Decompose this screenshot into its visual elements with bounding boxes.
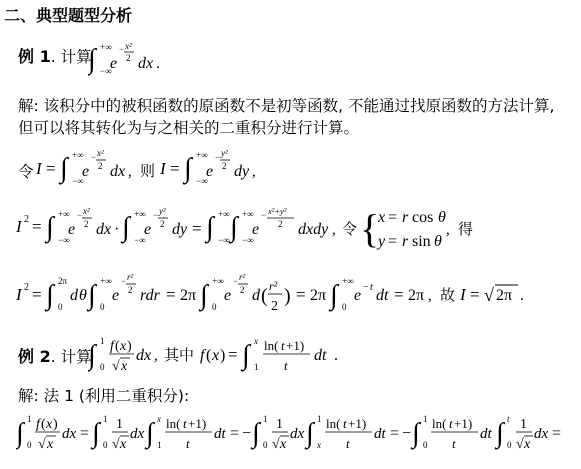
svg-text:(: (	[261, 285, 268, 307]
svg-text:dy: dy	[234, 163, 250, 180]
svg-text:r²: r²	[269, 279, 278, 293]
svg-text:∫: ∫	[306, 418, 314, 449]
svg-text:2π: 2π	[310, 287, 327, 304]
math-source	[0, 0, 1, 1]
svg-text:.: .	[156, 55, 160, 72]
svg-text:1: 1	[423, 414, 428, 424]
svg-text:√: √	[38, 437, 46, 452]
example-2	[18, 344, 92, 367]
svg-text:2: 2	[24, 214, 29, 225]
svg-text:e: e	[82, 163, 90, 180]
svg-text:1: 1	[520, 417, 527, 432]
example-2-formula	[88, 330, 388, 376]
svg-text:t: t	[281, 338, 285, 353]
svg-text:2: 2	[160, 219, 165, 229]
svg-text:∫: ∫	[60, 153, 68, 184]
svg-text:2: 2	[271, 299, 278, 314]
svg-text:−: −	[242, 425, 252, 442]
step-1-formula	[36, 144, 286, 188]
svg-text:x²: x²	[97, 148, 104, 158]
svg-text:−: −	[77, 210, 83, 220]
svg-text:{: {	[360, 206, 380, 251]
solution-1-line-2: 但可以将其转化为与之相关的二重积分进行计算。	[18, 119, 360, 137]
svg-text:+∞: +∞	[342, 276, 354, 286]
svg-text:y²: y²	[159, 206, 166, 216]
svg-text:I: I	[16, 217, 22, 236]
svg-text:·: ·	[114, 221, 120, 238]
svg-text:t: t	[452, 436, 456, 451]
svg-text:dx: dx	[136, 347, 152, 364]
svg-text:t: t	[370, 282, 373, 293]
svg-text:+∞: +∞	[72, 150, 84, 160]
svg-text:2: 2	[240, 285, 245, 295]
step-3-formula	[16, 268, 576, 324]
svg-text:√: √	[112, 437, 120, 452]
svg-text:cos: cos	[412, 209, 434, 226]
svg-text:y: y	[378, 233, 386, 250]
svg-text:0: 0	[58, 302, 63, 312]
example-1-label: 例 1	[18, 47, 51, 66]
svg-text:2: 2	[278, 219, 283, 229]
svg-text:.: .	[334, 347, 338, 364]
svg-text:则: 则	[140, 164, 156, 180]
svg-text:0: 0	[507, 440, 512, 450]
svg-text:e: e	[112, 287, 120, 304]
svg-text:−: −	[215, 152, 221, 162]
svg-text:∫: ∫	[146, 418, 154, 449]
svg-text:−∞: −∞	[218, 235, 230, 245]
svg-text:dt: dt	[480, 426, 492, 442]
svg-text:,: ,	[128, 164, 132, 180]
svg-text:,: ,	[446, 222, 450, 238]
svg-text:t: t	[343, 416, 347, 431]
svg-text:f: f	[110, 339, 114, 354]
svg-text:dt: dt	[314, 347, 327, 364]
svg-text:−: −	[119, 44, 125, 54]
svg-text:−: −	[402, 425, 412, 442]
svg-text:=: =	[470, 285, 480, 304]
svg-text:r: r	[402, 233, 409, 250]
svg-text:I: I	[160, 159, 166, 178]
svg-text:−: −	[121, 276, 127, 286]
svg-text:1: 1	[263, 414, 268, 424]
svg-text:−∞: −∞	[72, 176, 84, 186]
svg-text:.: .	[520, 287, 524, 304]
svg-text:,: ,	[428, 288, 432, 304]
svg-text:ln(: ln(	[432, 416, 447, 431]
svg-text:x²: x²	[83, 206, 90, 216]
svg-text:=: =	[166, 285, 176, 304]
svg-text:=: =	[192, 219, 202, 238]
svg-text:x: x	[317, 440, 321, 450]
svg-text:∫: ∫	[230, 212, 238, 243]
svg-text:+∞: +∞	[134, 209, 146, 219]
svg-text:√: √	[516, 437, 524, 452]
svg-text:=: =	[32, 217, 42, 236]
svg-text:e: e	[224, 287, 232, 304]
svg-text:,: ,	[332, 222, 336, 238]
svg-text:−∞: −∞	[58, 235, 70, 245]
svg-text:,: ,	[154, 348, 158, 364]
svg-text:I: I	[36, 159, 42, 178]
svg-text:0: 0	[100, 362, 105, 372]
svg-text:e: e	[252, 221, 260, 238]
svg-text:∫: ∫	[252, 418, 260, 449]
solution-1-line-1: 解: 该积分中的被积函数的原函数不是初等函数, 不能通过找原函数的方法计算,	[18, 97, 555, 115]
solution-2-line-1: 解: 法 1 (利用二重积分):	[18, 387, 190, 405]
svg-text:得: 得	[458, 222, 474, 238]
svg-text:x: x	[46, 417, 53, 432]
svg-text:2: 2	[24, 282, 29, 293]
svg-text:∫: ∫	[88, 44, 96, 75]
svg-text:e: e	[206, 163, 214, 180]
svg-text:t: t	[183, 416, 187, 431]
svg-text:dxdy: dxdy	[298, 221, 329, 238]
svg-text:0: 0	[342, 302, 347, 312]
svg-text:f: f	[36, 417, 40, 432]
svg-text:−∞: −∞	[134, 235, 146, 245]
svg-text:∫: ∫	[16, 418, 24, 449]
svg-text:x: x	[212, 347, 220, 364]
svg-text:f: f	[200, 347, 205, 364]
svg-text:): )	[53, 417, 58, 432]
svg-text:∫: ∫	[92, 418, 100, 449]
svg-text:1: 1	[254, 362, 259, 372]
svg-text:2: 2	[84, 219, 89, 229]
example-1-integral	[88, 38, 168, 76]
svg-text:0: 0	[212, 302, 217, 312]
svg-text:x²: x²	[125, 41, 132, 51]
svg-text:=: =	[552, 425, 562, 442]
svg-text:y²: y²	[221, 148, 228, 158]
svg-text:=: =	[80, 425, 90, 442]
svg-text:(: (	[206, 347, 212, 364]
example-2-prompt: . 计算	[50, 348, 92, 366]
example-1	[18, 44, 92, 76]
svg-text:dt: dt	[214, 426, 226, 442]
svg-text:0: 0	[27, 440, 32, 450]
svg-text:I: I	[16, 285, 22, 304]
svg-text:=: =	[228, 345, 238, 364]
svg-text:dx: dx	[62, 426, 77, 442]
svg-text:dx: dx	[96, 221, 112, 238]
svg-text:令: 令	[342, 222, 358, 238]
svg-text:√: √	[272, 437, 280, 452]
svg-text:θ: θ	[434, 233, 442, 250]
step-2-formula	[16, 200, 576, 260]
svg-text:+∞: +∞	[196, 150, 208, 160]
svg-text:rdr: rdr	[140, 287, 160, 304]
svg-text:1: 1	[157, 440, 162, 450]
solution-2-formula	[16, 408, 581, 466]
svg-text:(: (	[115, 339, 120, 354]
svg-text:=: =	[394, 285, 404, 304]
svg-text:(: (	[41, 417, 46, 432]
svg-text:dx: dx	[130, 426, 145, 442]
svg-text:∫: ∫	[184, 153, 192, 184]
svg-text:∫: ∫	[46, 212, 54, 243]
svg-text:r: r	[402, 209, 409, 226]
svg-text:dx: dx	[534, 426, 549, 442]
svg-text:=: =	[388, 233, 398, 250]
svg-text:=: =	[388, 209, 398, 226]
svg-text:e: e	[110, 55, 118, 72]
svg-text:∫: ∫	[412, 418, 420, 449]
svg-text:e: e	[144, 221, 152, 238]
step-1-ling: 令	[18, 163, 34, 181]
svg-text:0: 0	[423, 440, 428, 450]
svg-text:): )	[284, 285, 291, 307]
svg-text:其中: 其中	[164, 348, 195, 364]
svg-text:ln(: ln(	[166, 416, 181, 431]
svg-text:∫: ∫	[330, 280, 338, 311]
svg-text:d: d	[70, 287, 78, 304]
svg-text:2: 2	[222, 161, 227, 171]
svg-text:t: t	[507, 414, 510, 424]
svg-text:,: ,	[252, 164, 256, 180]
svg-text:x: x	[121, 359, 128, 374]
svg-text:x²+y²: x²+y²	[268, 206, 287, 216]
svg-text:x: x	[47, 437, 54, 452]
svg-text:dy: dy	[172, 221, 188, 238]
svg-text:+1): +1)	[454, 416, 473, 431]
svg-text:−∞: −∞	[242, 235, 254, 245]
svg-text:√: √	[484, 285, 494, 305]
svg-text:+∞: +∞	[218, 209, 230, 219]
svg-text:−∞: −∞	[196, 176, 208, 186]
svg-text:=: =	[230, 425, 240, 442]
svg-text:∫: ∫	[122, 212, 130, 243]
svg-text:r²: r²	[127, 272, 134, 282]
svg-text:∫: ∫	[200, 280, 208, 311]
svg-text:0: 0	[103, 440, 108, 450]
svg-text:∫: ∫	[206, 212, 214, 243]
svg-text:d: d	[252, 287, 260, 304]
svg-text:−: −	[91, 152, 97, 162]
svg-text:x: x	[254, 336, 258, 346]
svg-text:2: 2	[98, 161, 103, 171]
svg-text:2: 2	[128, 285, 133, 295]
svg-text:+∞: +∞	[100, 42, 112, 52]
svg-text:I: I	[460, 285, 466, 304]
svg-text:1: 1	[116, 417, 123, 432]
svg-text:√: √	[112, 359, 120, 374]
svg-text:t: t	[346, 436, 350, 451]
svg-text:1: 1	[103, 414, 108, 424]
svg-text:0: 0	[263, 440, 268, 450]
svg-text:=: =	[296, 285, 306, 304]
svg-text:∫: ∫	[46, 280, 54, 311]
svg-text:+∞: +∞	[100, 276, 112, 286]
svg-text:2π: 2π	[180, 287, 197, 304]
svg-text:): )	[127, 339, 132, 354]
svg-text:+1): +1)	[188, 416, 207, 431]
svg-text:1: 1	[100, 336, 105, 346]
svg-text:1: 1	[317, 414, 322, 424]
svg-text:sin: sin	[412, 233, 431, 250]
svg-text:t: t	[186, 436, 190, 451]
svg-text:θ: θ	[79, 287, 87, 304]
svg-text:0: 0	[100, 302, 105, 312]
svg-text:−: −	[363, 282, 369, 293]
svg-text:=: =	[32, 285, 42, 304]
example-2-label: 例 2	[18, 347, 51, 366]
example-1-math	[0, 0, 1, 1]
svg-text:x: x	[524, 437, 531, 452]
svg-text:−: −	[153, 210, 159, 220]
svg-text:1: 1	[27, 414, 32, 424]
svg-text:∫: ∫	[242, 340, 250, 371]
svg-text:=: =	[170, 159, 180, 178]
svg-text:dx: dx	[110, 163, 126, 180]
svg-text:2π: 2π	[58, 276, 68, 286]
svg-text:故: 故	[440, 288, 456, 304]
svg-text:+1): +1)	[286, 338, 305, 353]
svg-text:ln(: ln(	[326, 416, 341, 431]
svg-text:x: x	[157, 414, 161, 424]
svg-text:dt: dt	[376, 287, 389, 304]
svg-text:r²: r²	[239, 272, 246, 282]
svg-text:1: 1	[276, 417, 283, 432]
svg-text:): )	[220, 347, 226, 364]
svg-text:∫: ∫	[88, 340, 96, 371]
svg-text:−∞: −∞	[100, 66, 112, 76]
svg-text:dx: dx	[290, 426, 305, 442]
svg-text:+∞: +∞	[242, 209, 254, 219]
svg-text:ln(: ln(	[264, 338, 279, 353]
svg-text:dx: dx	[138, 55, 154, 72]
svg-text:x: x	[280, 437, 287, 452]
svg-text:t: t	[284, 358, 288, 373]
svg-text:=: =	[390, 425, 400, 442]
svg-text:2π: 2π	[408, 287, 425, 304]
svg-text:+∞: +∞	[212, 276, 224, 286]
svg-text:=: =	[46, 159, 56, 178]
svg-text:∫: ∫	[88, 280, 96, 311]
svg-text:x: x	[120, 437, 127, 452]
svg-text:dt: dt	[374, 426, 386, 442]
example-1-prompt: . 计算	[50, 48, 92, 66]
svg-text:+1): +1)	[348, 416, 367, 431]
svg-text:2: 2	[126, 53, 131, 63]
svg-text:∫: ∫	[496, 418, 504, 449]
svg-text:−: −	[261, 210, 267, 220]
svg-text:e: e	[354, 287, 362, 304]
svg-text:x: x	[120, 339, 127, 354]
section-heading: 二、典型题型分析	[4, 6, 133, 25]
svg-text:−: −	[233, 276, 239, 286]
svg-text:x: x	[378, 209, 386, 226]
svg-text:e: e	[68, 221, 76, 238]
svg-text:+∞: +∞	[58, 209, 70, 219]
svg-text:2π: 2π	[496, 287, 513, 304]
svg-text:θ: θ	[438, 209, 446, 226]
svg-text:t: t	[449, 416, 453, 431]
